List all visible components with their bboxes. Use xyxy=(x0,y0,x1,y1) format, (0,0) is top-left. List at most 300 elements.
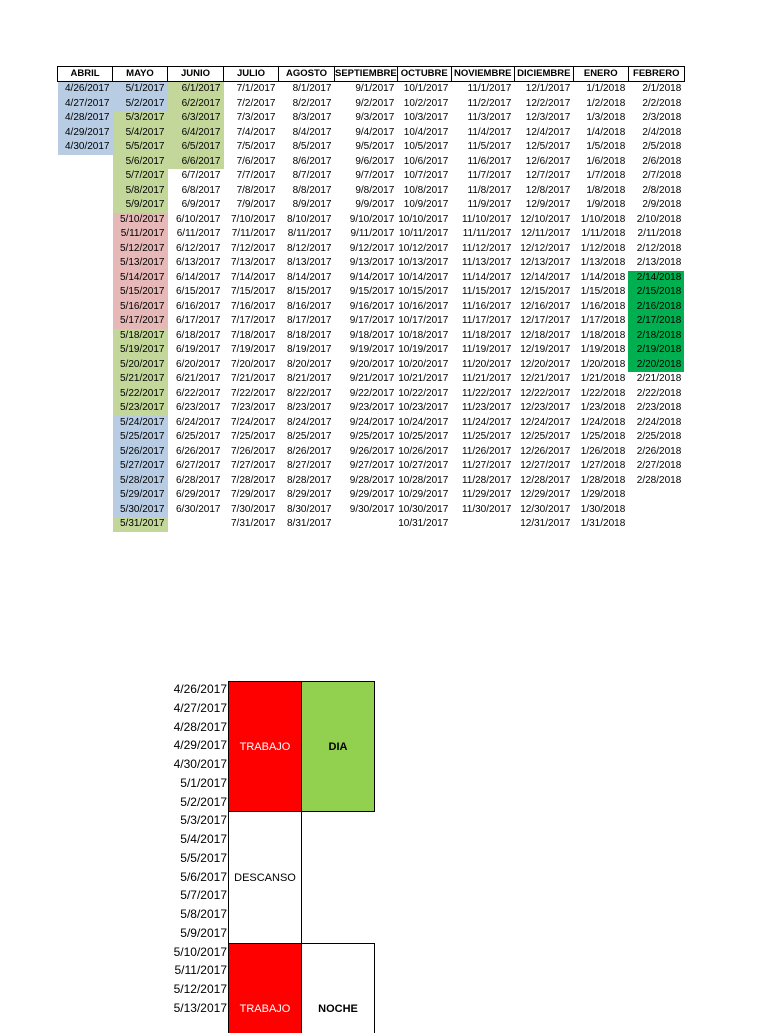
date-cell: 5/1/2017 xyxy=(113,82,168,97)
date-cell: 1/3/2018 xyxy=(586,112,626,124)
table-row xyxy=(58,111,685,126)
date-cell: 2/17/2018 xyxy=(628,314,684,329)
date-cell: 7/25/2017 xyxy=(231,431,276,443)
date-cell: 5/24/2017 xyxy=(113,416,168,431)
date-cell: 9/18/2017 xyxy=(349,329,395,341)
date-cell: 12/29/2017 xyxy=(520,489,571,501)
date-cell: 10/20/2017 xyxy=(398,358,449,370)
date-cell: 9/15/2017 xyxy=(349,286,395,298)
date-cell: 7/24/2017 xyxy=(231,416,276,428)
date-cell: 11/13/2017 xyxy=(461,257,512,269)
calendar-table xyxy=(57,66,685,532)
date-cell: 6/24/2017 xyxy=(176,416,221,428)
date-cell: 1/1/2018 xyxy=(586,83,626,95)
date-cell: 6/12/2017 xyxy=(176,242,221,254)
night-shift-label: NOCHE xyxy=(318,1002,358,1015)
date-cell: 9/2/2017 xyxy=(355,97,395,109)
date-cell: 9/10/2017 xyxy=(349,213,395,225)
date-cell: 7/29/2017 xyxy=(231,489,276,501)
date-cell: 8/28/2017 xyxy=(287,474,332,486)
date-cell: 8/11/2017 xyxy=(287,228,332,240)
date-cell xyxy=(58,459,113,474)
date-cell: 8/3/2017 xyxy=(292,112,332,124)
date-cell: 9/20/2017 xyxy=(349,358,395,370)
date-cell: 8/17/2017 xyxy=(287,315,332,327)
date-cell: 8/21/2017 xyxy=(287,373,332,385)
date-cell: 11/24/2017 xyxy=(461,416,512,428)
date-cell: 5/9/2017 xyxy=(113,198,168,213)
table-row xyxy=(58,329,685,344)
date-cell: 8/31/2017 xyxy=(287,518,332,530)
date-cell: 11/23/2017 xyxy=(461,402,512,414)
date-cell xyxy=(58,401,113,416)
date-cell: 11/15/2017 xyxy=(461,286,512,298)
table-row xyxy=(58,242,685,257)
schedule-date: 4/29/2017 xyxy=(173,738,227,753)
date-cell: 5/22/2017 xyxy=(113,387,168,402)
date-cell: 12/24/2017 xyxy=(520,416,571,428)
date-cell: 2/12/2018 xyxy=(636,242,682,254)
date-cell: 8/23/2017 xyxy=(287,402,332,414)
date-cell: 4/27/2017 xyxy=(58,97,113,112)
date-cell: 11/16/2017 xyxy=(461,300,512,312)
date-cell: 9/6/2017 xyxy=(355,155,395,167)
date-cell: 5/30/2017 xyxy=(113,503,168,518)
date-cell: 8/30/2017 xyxy=(287,503,332,515)
date-cell: 7/9/2017 xyxy=(236,199,276,211)
date-cell: 5/25/2017 xyxy=(113,430,168,445)
date-cell: 6/22/2017 xyxy=(176,387,221,399)
date-cell: 9/1/2017 xyxy=(355,83,395,95)
day-shift-cell xyxy=(301,681,375,812)
date-cell xyxy=(628,488,684,503)
date-cell: 5/10/2017 xyxy=(113,213,168,228)
table-row xyxy=(58,169,685,184)
date-cell: 5/8/2017 xyxy=(113,184,168,199)
date-cell: 10/14/2017 xyxy=(398,271,449,283)
date-cell: 5/31/2017 xyxy=(113,517,168,532)
date-cell: 10/5/2017 xyxy=(403,141,449,153)
month-header: JUNIO xyxy=(168,67,224,82)
date-cell: 5/14/2017 xyxy=(113,271,168,286)
date-cell: 11/6/2017 xyxy=(467,155,512,167)
date-cell: 12/22/2017 xyxy=(520,387,571,399)
date-cell: 9/11/2017 xyxy=(350,228,395,240)
date-cell xyxy=(168,517,224,532)
date-cell: 12/20/2017 xyxy=(520,358,571,370)
date-cell: 4/26/2017 xyxy=(58,82,113,97)
date-cell: 11/7/2017 xyxy=(467,170,512,182)
date-cell: 5/6/2017 xyxy=(113,155,168,170)
date-cell: 8/27/2017 xyxy=(287,460,332,472)
date-cell: 12/10/2017 xyxy=(520,213,571,225)
date-cell: 8/13/2017 xyxy=(287,257,332,269)
date-cell xyxy=(58,198,113,213)
date-cell: 2/22/2018 xyxy=(636,387,682,399)
table-row xyxy=(58,358,685,373)
date-cell xyxy=(58,242,113,257)
date-cell: 12/25/2017 xyxy=(520,431,571,443)
table-row xyxy=(58,488,685,503)
date-cell: 10/27/2017 xyxy=(398,460,449,472)
date-cell: 9/29/2017 xyxy=(349,489,395,501)
date-cell: 8/9/2017 xyxy=(292,199,332,211)
date-cell: 8/10/2017 xyxy=(287,213,332,225)
date-cell: 6/27/2017 xyxy=(176,460,221,472)
date-cell: 10/4/2017 xyxy=(403,126,449,138)
date-cell: 12/1/2017 xyxy=(525,83,571,95)
date-cell: 6/30/2017 xyxy=(176,503,221,515)
date-cell: 5/12/2017 xyxy=(113,242,168,257)
date-cell: 11/9/2017 xyxy=(467,199,512,211)
date-cell: 8/29/2017 xyxy=(287,489,332,501)
date-cell: 6/28/2017 xyxy=(176,474,221,486)
date-cell: 1/18/2018 xyxy=(580,329,626,341)
date-cell: 10/7/2017 xyxy=(403,170,449,182)
date-cell xyxy=(58,488,113,503)
date-cell: 11/12/2017 xyxy=(461,242,512,254)
date-cell: 5/11/2017 xyxy=(113,227,168,242)
date-cell: 1/23/2018 xyxy=(580,402,626,414)
date-cell: 1/5/2018 xyxy=(586,141,626,153)
date-cell: 6/8/2017 xyxy=(181,184,221,196)
date-cell xyxy=(58,445,113,460)
date-cell: 12/16/2017 xyxy=(520,300,571,312)
schedule-date: 5/4/2017 xyxy=(180,832,227,846)
date-cell: 12/18/2017 xyxy=(520,329,571,341)
date-cell: 6/17/2017 xyxy=(176,315,221,327)
date-cell xyxy=(58,430,113,445)
table-row xyxy=(58,474,685,489)
date-cell: 9/7/2017 xyxy=(355,170,395,182)
date-cell: 12/19/2017 xyxy=(520,344,571,356)
table-row xyxy=(58,445,685,460)
date-cell: 7/6/2017 xyxy=(236,155,276,167)
date-cell: 7/23/2017 xyxy=(231,402,276,414)
date-cell: 7/16/2017 xyxy=(231,300,276,312)
date-cell: 11/30/2017 xyxy=(461,503,512,515)
date-cell: 1/7/2018 xyxy=(586,170,626,182)
date-cell: 1/8/2018 xyxy=(586,184,626,196)
date-cell: 12/6/2017 xyxy=(525,155,571,167)
table-row xyxy=(58,503,685,518)
date-cell xyxy=(58,256,113,271)
date-cell: 7/12/2017 xyxy=(231,242,276,254)
table-row xyxy=(58,271,685,286)
date-cell: 11/18/2017 xyxy=(461,329,512,341)
date-cell: 12/23/2017 xyxy=(520,402,571,414)
date-cell: 2/2/2018 xyxy=(642,97,682,109)
date-cell: 11/22/2017 xyxy=(461,387,512,399)
date-cell xyxy=(451,517,514,532)
date-cell: 10/13/2017 xyxy=(398,257,449,269)
date-cell: 2/9/2018 xyxy=(642,199,682,211)
month-header: NOVIEMBRE xyxy=(451,67,514,82)
date-cell: 8/14/2017 xyxy=(287,271,332,283)
date-cell: 1/14/2018 xyxy=(580,271,626,283)
date-cell: 11/2/2017 xyxy=(467,97,512,109)
date-cell: 11/14/2017 xyxy=(461,271,512,283)
date-cell: 1/2/2018 xyxy=(586,97,626,109)
calendar-body xyxy=(58,82,685,532)
date-cell: 1/28/2018 xyxy=(580,474,626,486)
date-cell: 8/16/2017 xyxy=(287,300,332,312)
date-cell: 7/5/2017 xyxy=(236,141,276,153)
date-cell: 1/21/2018 xyxy=(580,373,626,385)
date-cell: 5/26/2017 xyxy=(113,445,168,460)
date-cell: 8/12/2017 xyxy=(287,242,332,254)
date-cell: 1/30/2018 xyxy=(580,503,626,515)
date-cell xyxy=(58,271,113,286)
schedule-date: 4/28/2017 xyxy=(173,719,227,734)
date-cell: 12/11/2017 xyxy=(520,228,571,240)
date-cell: 6/18/2017 xyxy=(176,329,221,341)
date-cell xyxy=(58,184,113,199)
date-cell: 7/2/2017 xyxy=(236,97,276,109)
date-cell xyxy=(58,285,113,300)
date-cell: 2/8/2018 xyxy=(642,184,682,196)
date-cell: 1/9/2018 xyxy=(586,199,626,211)
date-cell: 12/17/2017 xyxy=(520,315,571,327)
date-cell: 8/7/2017 xyxy=(292,170,332,182)
date-cell: 7/18/2017 xyxy=(231,329,276,341)
date-cell: 11/19/2017 xyxy=(461,344,512,356)
table-row xyxy=(58,314,685,329)
month-header: MAYO xyxy=(113,67,168,82)
date-cell: 12/21/2017 xyxy=(520,373,571,385)
date-cell: 6/4/2017 xyxy=(168,126,224,141)
date-cell: 9/8/2017 xyxy=(355,184,395,196)
work-night-status-label: TRABAJO xyxy=(239,1002,291,1015)
date-cell: 9/16/2017 xyxy=(349,300,395,312)
schedule-date: 4/30/2017 xyxy=(173,757,227,771)
date-cell: 7/7/2017 xyxy=(236,170,276,182)
date-cell: 2/3/2018 xyxy=(642,112,682,124)
date-cell: 7/14/2017 xyxy=(231,271,276,283)
date-cell: 8/5/2017 xyxy=(292,141,332,153)
date-cell: 5/5/2017 xyxy=(113,140,168,155)
date-cell: 7/30/2017 xyxy=(231,503,276,515)
date-cell: 12/14/2017 xyxy=(520,271,571,283)
table-row xyxy=(58,82,685,97)
schedule-date: 5/1/2017 xyxy=(180,775,227,790)
schedule-date: 5/8/2017 xyxy=(180,907,227,921)
date-cell: 5/17/2017 xyxy=(113,314,168,329)
date-cell: 7/1/2017 xyxy=(236,83,276,95)
table-row xyxy=(58,372,685,387)
date-cell: 1/22/2018 xyxy=(580,387,626,399)
date-cell: 2/19/2018 xyxy=(628,343,684,358)
date-cell: 12/31/2017 xyxy=(520,518,571,530)
month-header: AGOSTO xyxy=(279,67,335,82)
date-cell xyxy=(58,387,113,402)
date-cell: 1/19/2018 xyxy=(580,344,626,356)
date-cell: 7/20/2017 xyxy=(231,358,276,370)
date-cell: 12/8/2017 xyxy=(525,184,571,196)
date-cell xyxy=(58,343,113,358)
date-cell: 5/15/2017 xyxy=(113,285,168,300)
date-cell xyxy=(628,503,684,518)
date-cell: 7/19/2017 xyxy=(231,344,276,356)
date-cell: 7/26/2017 xyxy=(231,445,276,457)
table-row xyxy=(58,155,685,170)
date-cell: 1/4/2018 xyxy=(586,126,626,138)
date-cell: 2/23/2018 xyxy=(636,402,682,414)
date-cell: 2/1/2018 xyxy=(642,83,682,95)
schedule-date: 5/5/2017 xyxy=(180,850,227,865)
date-cell: 6/13/2017 xyxy=(176,257,221,269)
date-cell: 5/20/2017 xyxy=(113,358,168,373)
table-row xyxy=(58,97,685,112)
date-cell: 9/9/2017 xyxy=(355,199,395,211)
date-cell: 6/20/2017 xyxy=(176,358,221,370)
date-cell: 1/15/2018 xyxy=(580,286,626,298)
date-cell: 2/14/2018 xyxy=(628,271,684,286)
date-cell: 1/27/2018 xyxy=(580,460,626,472)
date-cell: 11/26/2017 xyxy=(461,445,512,457)
date-cell: 7/10/2017 xyxy=(231,213,276,225)
schedule-date: 5/10/2017 xyxy=(173,944,227,959)
date-cell xyxy=(58,416,113,431)
date-cell: 1/11/2018 xyxy=(581,228,626,240)
date-cell: 10/16/2017 xyxy=(398,300,449,312)
date-cell: 8/1/2017 xyxy=(292,83,332,95)
month-header: OCTUBRE xyxy=(397,67,451,82)
date-cell: 7/13/2017 xyxy=(231,257,276,269)
table-row xyxy=(58,430,685,445)
date-cell: 9/23/2017 xyxy=(349,402,395,414)
date-cell: 6/1/2017 xyxy=(168,82,224,97)
calendar-header xyxy=(58,67,685,82)
table-row xyxy=(58,517,685,532)
date-cell: 10/30/2017 xyxy=(398,503,449,515)
date-cell: 2/5/2018 xyxy=(642,141,682,153)
table-row xyxy=(58,300,685,315)
date-cell: 7/11/2017 xyxy=(231,228,276,240)
date-cell: 2/21/2018 xyxy=(636,373,682,385)
date-cell: 8/6/2017 xyxy=(292,155,332,167)
date-cell: 8/20/2017 xyxy=(287,358,332,370)
date-cell: 1/10/2018 xyxy=(580,213,626,225)
date-cell xyxy=(58,169,113,184)
month-header: ABRIL xyxy=(58,67,113,82)
date-cell: 1/26/2018 xyxy=(580,445,626,457)
date-cell: 8/19/2017 xyxy=(287,344,332,356)
date-cell: 12/26/2017 xyxy=(520,445,571,457)
date-cell: 9/30/2017 xyxy=(349,503,395,515)
date-cell: 2/18/2018 xyxy=(628,329,684,344)
date-cell: 11/27/2017 xyxy=(461,460,512,472)
date-cell: 10/22/2017 xyxy=(398,387,449,399)
date-cell: 5/19/2017 xyxy=(113,343,168,358)
date-cell: 9/17/2017 xyxy=(349,315,395,327)
date-cell: 6/9/2017 xyxy=(181,199,221,211)
date-cell: 9/14/2017 xyxy=(349,271,395,283)
month-header: FEBRERO xyxy=(628,67,684,82)
date-cell: 7/27/2017 xyxy=(231,460,276,472)
date-cell: 6/2/2017 xyxy=(168,97,224,112)
date-cell: 9/24/2017 xyxy=(349,416,395,428)
date-cell: 12/15/2017 xyxy=(520,286,571,298)
schedule-date: 5/9/2017 xyxy=(180,925,227,940)
date-cell: 6/15/2017 xyxy=(176,286,221,298)
schedule-date: 5/3/2017 xyxy=(180,813,227,828)
date-cell: 12/27/2017 xyxy=(520,460,571,472)
schedule-date: 5/7/2017 xyxy=(180,888,227,903)
date-cell: 11/3/2017 xyxy=(467,112,512,124)
date-cell: 1/16/2018 xyxy=(580,300,626,312)
schedule-date: 5/13/2017 xyxy=(173,1000,227,1015)
schedule-date: 5/2/2017 xyxy=(180,794,227,809)
work-day-status-label: TRABAJO xyxy=(239,740,291,753)
date-cell: 9/21/2017 xyxy=(349,373,395,385)
date-cell: 10/12/2017 xyxy=(398,242,449,254)
date-cell: 5/3/2017 xyxy=(113,111,168,126)
date-cell: 2/4/2018 xyxy=(642,126,682,138)
date-cell: 11/8/2017 xyxy=(467,184,512,196)
date-cell: 11/1/2017 xyxy=(467,83,512,95)
date-cell: 7/8/2017 xyxy=(236,184,276,196)
date-cell: 10/3/2017 xyxy=(403,112,449,124)
date-cell: 6/29/2017 xyxy=(176,489,221,501)
table-row xyxy=(58,140,685,155)
date-cell: 4/30/2017 xyxy=(58,140,113,155)
date-cell: 6/5/2017 xyxy=(168,140,224,155)
date-cell: 10/17/2017 xyxy=(398,315,449,327)
date-cell: 5/27/2017 xyxy=(113,459,168,474)
date-cell: 7/3/2017 xyxy=(236,112,276,124)
date-cell xyxy=(58,517,113,532)
date-cell: 12/7/2017 xyxy=(525,170,571,182)
table-row xyxy=(58,227,685,242)
date-cell: 10/2/2017 xyxy=(403,97,449,109)
table-row xyxy=(58,343,685,358)
table-row xyxy=(58,416,685,431)
table-row xyxy=(58,184,685,199)
date-cell: 12/13/2017 xyxy=(520,257,571,269)
date-cell: 12/3/2017 xyxy=(525,112,571,124)
date-cell: 2/13/2018 xyxy=(636,257,682,269)
date-cell: 12/2/2017 xyxy=(525,97,571,109)
date-cell: 8/26/2017 xyxy=(287,445,332,457)
date-cell: 1/24/2018 xyxy=(580,416,626,428)
date-cell: 5/13/2017 xyxy=(113,256,168,271)
date-cell: 1/31/2018 xyxy=(580,518,626,530)
month-header: JULIO xyxy=(224,67,279,82)
date-cell: 6/11/2017 xyxy=(176,228,221,240)
date-cell: 5/2/2017 xyxy=(113,97,168,112)
date-cell xyxy=(58,300,113,315)
date-cell: 9/22/2017 xyxy=(349,387,395,399)
date-cell: 2/6/2018 xyxy=(642,155,682,167)
schedule-date: 5/11/2017 xyxy=(174,963,227,978)
date-cell: 8/15/2017 xyxy=(287,286,332,298)
date-cell: 2/16/2018 xyxy=(628,300,684,315)
date-cell: 10/8/2017 xyxy=(403,184,449,196)
date-cell: 1/25/2018 xyxy=(580,431,626,443)
month-header: DICIEMBRE xyxy=(514,67,573,82)
date-cell: 9/3/2017 xyxy=(355,112,395,124)
date-cell: 10/15/2017 xyxy=(398,286,449,298)
date-cell: 2/25/2018 xyxy=(636,431,682,443)
date-cell: 10/1/2017 xyxy=(403,83,449,95)
date-cell: 10/29/2017 xyxy=(398,489,449,501)
date-cell: 7/15/2017 xyxy=(231,286,276,298)
date-cell: 11/11/2017 xyxy=(462,228,512,240)
date-cell: 12/9/2017 xyxy=(525,199,571,211)
date-cell: 10/31/2017 xyxy=(398,518,449,530)
date-cell: 5/16/2017 xyxy=(113,300,168,315)
